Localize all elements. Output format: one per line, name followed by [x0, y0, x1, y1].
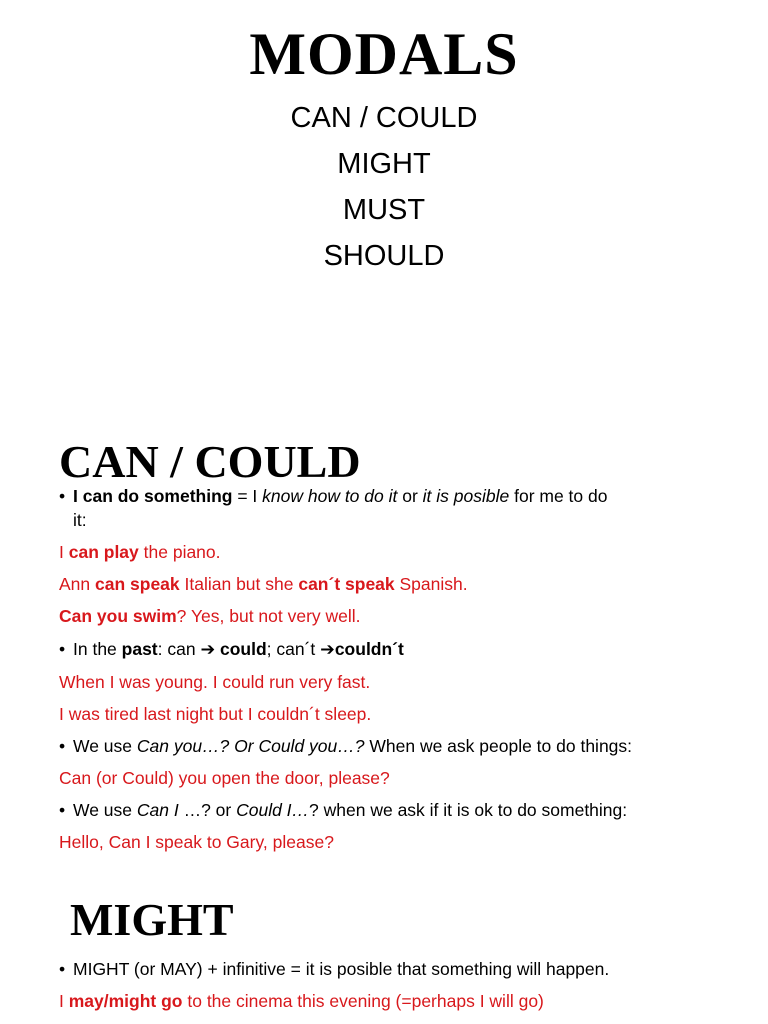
- bold-phrase: may/might go: [68, 991, 183, 1011]
- modal-list-item-can-could: CAN / COULD: [290, 102, 478, 134]
- example-might-go: [59, 990, 544, 1012]
- text: ? Yes, but not very well.: [176, 606, 361, 626]
- text: for me to do: [509, 486, 608, 506]
- example-could-run: When I was young. I could run very fast.: [59, 672, 371, 692]
- arrow-right-icon: ➔: [200, 639, 216, 659]
- bold-phrase: can´t speak: [298, 574, 395, 594]
- example-can-speak: [59, 573, 468, 595]
- bold-phrase: can play: [68, 542, 139, 562]
- text: …? or: [178, 800, 237, 820]
- bullet-dot: •: [59, 639, 66, 659]
- example-speak-to-gary: Hello, Can I speak to Gary, please?: [59, 832, 334, 852]
- text: When we ask people to do things:: [364, 736, 633, 756]
- italic-phrase: it is posible: [422, 486, 510, 506]
- modal-list-item-should: SHOULD: [323, 240, 445, 272]
- italic-phrase: Can you…? Or Could you…?: [136, 736, 365, 756]
- text: the piano.: [138, 542, 221, 562]
- text: : can: [157, 639, 201, 659]
- example-can-you-swim: [59, 605, 361, 627]
- bullet-past-forms: [59, 638, 404, 660]
- text: Ann: [59, 574, 95, 594]
- modal-list-item-might: MIGHT: [337, 148, 431, 180]
- bold-phrase: past: [121, 639, 158, 659]
- example-couldnt-sleep: I was tired last night but I couldn´t sleep.: [59, 704, 372, 724]
- text: Spanish.: [394, 574, 468, 594]
- text: We use: [73, 800, 137, 820]
- bold-phrase: could: [215, 639, 267, 659]
- bullet-can-definition: [59, 485, 607, 507]
- text: I: [59, 991, 69, 1011]
- text: MIGHT (or MAY) + infinitive = it is posible that something will happen.: [73, 959, 610, 979]
- italic-phrase: Can I: [136, 800, 179, 820]
- modal-list-item-must: MUST: [342, 194, 426, 226]
- bold-phrase: I can do something: [73, 486, 233, 506]
- example-open-door: Can (or Could) you open the door, please?: [59, 768, 390, 788]
- bold-phrase: couldn´t: [334, 639, 404, 659]
- italic-phrase: know how to do it: [262, 486, 398, 506]
- bullet-might-definition: [59, 958, 609, 980]
- bold-phrase: can speak: [95, 574, 180, 594]
- bullet-dot: •: [59, 736, 66, 756]
- section-heading-might: MIGHT: [70, 894, 234, 945]
- text: ? when we ask if it is ok to do something:: [309, 800, 628, 820]
- text: Italian but she: [179, 574, 299, 594]
- text: to the cinema this evening (=perhaps I will go): [182, 991, 544, 1011]
- text: I: [59, 542, 69, 562]
- text: ; can´t: [266, 639, 321, 659]
- text: We use: [73, 736, 137, 756]
- bullet-dot: •: [59, 959, 66, 979]
- page-title: MODALS: [249, 21, 519, 87]
- italic-phrase: Could I…: [236, 800, 310, 820]
- text: In the: [73, 639, 122, 659]
- text: or: [397, 486, 423, 506]
- section-heading-can-could: CAN / COULD: [59, 436, 361, 487]
- bold-phrase: Can you swim: [59, 606, 177, 626]
- bullet-continuation: it:: [73, 510, 87, 530]
- bullet-requests: [59, 735, 632, 757]
- text: = I: [232, 486, 263, 506]
- bullet-dot: •: [59, 486, 66, 506]
- bullet-permission: [59, 799, 627, 821]
- arrow-right-icon: ➔: [320, 639, 335, 659]
- bullet-dot: •: [59, 800, 66, 820]
- example-can-play: [59, 541, 221, 563]
